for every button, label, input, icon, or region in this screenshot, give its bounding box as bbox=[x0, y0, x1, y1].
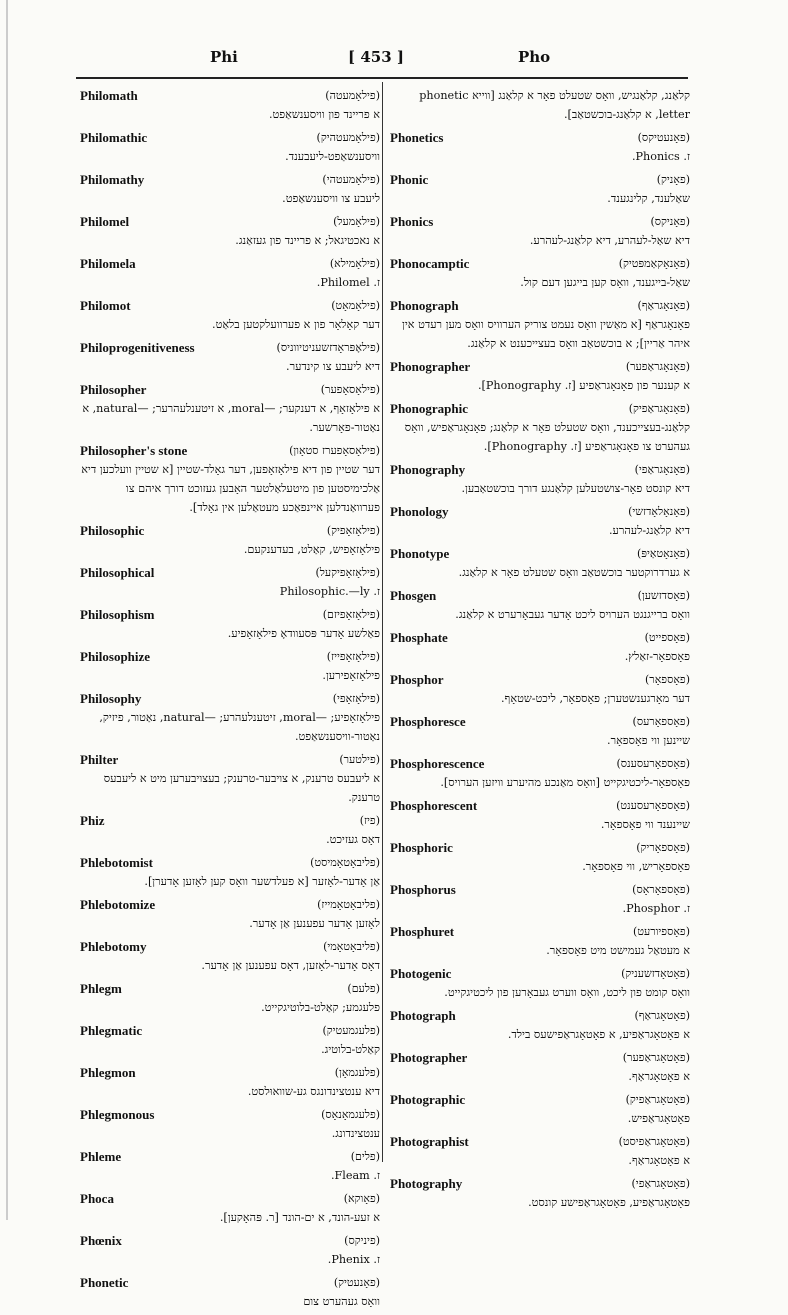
entry-headword: Phonograph bbox=[390, 298, 459, 313]
dictionary-entry bbox=[390, 460, 690, 498]
entry-headword: Philosopher bbox=[80, 382, 147, 397]
entry-definition: דיא קלאַנג-לעהרע. bbox=[608, 524, 690, 537]
entry-pronunciation: (פליבאָטאָמי) bbox=[323, 940, 380, 953]
entry-head bbox=[390, 254, 690, 273]
entry-head bbox=[80, 441, 380, 460]
entry-pronunciation: (פילאָמעל) bbox=[333, 215, 380, 228]
entry-headword: Photogenic bbox=[390, 966, 452, 981]
entry-pronunciation: (פילאָמעטה) bbox=[325, 89, 380, 102]
entry-headword: Philomath bbox=[80, 88, 138, 103]
header-guide-word-left: Phi bbox=[210, 48, 238, 66]
entry-pronunciation: (פילאָמעטהי) bbox=[322, 173, 380, 186]
entry-head bbox=[80, 1147, 380, 1166]
entry-pronunciation: (פאָספאָר) bbox=[645, 673, 690, 686]
entry-definition: דיא קונסט פאָר-צושטעלען קלאַנגע דורך בוכשטאַבען. bbox=[461, 482, 690, 495]
entry-headword: Philomathic bbox=[80, 130, 148, 145]
entry-head bbox=[80, 605, 380, 624]
left-column bbox=[80, 86, 380, 1315]
entry-pronunciation: (פילאָזאָפיק) bbox=[326, 524, 380, 537]
entry-head bbox=[390, 399, 690, 418]
entry-definition: לאָזען אָדער עפענען אַן אָדער. bbox=[249, 917, 380, 930]
entry-definition: שיינענד ווי פאָספאָר. bbox=[600, 818, 690, 831]
dictionary-entry bbox=[80, 1021, 380, 1059]
dictionary-entry bbox=[390, 754, 690, 792]
entry-pronunciation: (פילאָמאָט) bbox=[331, 299, 380, 312]
entry-definition: דיא ליעבע צו קינדער. bbox=[286, 360, 380, 373]
entry-headword: Phlebotomize bbox=[80, 897, 156, 912]
entry-headword: Phosphate bbox=[390, 630, 448, 645]
dictionary-entry bbox=[80, 296, 380, 334]
dictionary-entry bbox=[80, 1273, 380, 1311]
entry-definition: פילאָזאָפיע; —moral, זיטענלעהרע; —natural, נאַטור, פיזיק, נאַטור-וויסענשאַפט. bbox=[99, 711, 380, 743]
entry-pronunciation: (פאָנעטיקס) bbox=[637, 131, 690, 144]
entry-head bbox=[390, 128, 690, 147]
dictionary-entry bbox=[390, 922, 690, 960]
entry-headword: Phiz bbox=[80, 813, 105, 828]
entry-pronunciation: (פאָנאָטאַיפּ) bbox=[636, 547, 690, 560]
entry-head bbox=[80, 521, 380, 540]
entry-head bbox=[80, 811, 380, 830]
entry-definition: דער קאָלאָר פון א פערוועלקטען בלאַט. bbox=[212, 318, 380, 331]
dictionary-entry bbox=[80, 1189, 380, 1227]
entry-pronunciation: (פאָנאָגראַף) bbox=[637, 299, 690, 312]
entry-head bbox=[390, 586, 690, 605]
dictionary-entry bbox=[80, 895, 380, 933]
dictionary-entry bbox=[390, 1132, 690, 1170]
entry-pronunciation: (פילטער) bbox=[339, 753, 380, 766]
entry-headword: Phosphorus bbox=[390, 882, 456, 897]
entry-headword: Philomela bbox=[80, 256, 136, 271]
entry-definition: א פאָטאָגראַף. bbox=[628, 1070, 690, 1083]
entry-pronunciation: (פילאָמילא) bbox=[329, 257, 380, 270]
dictionary-entry bbox=[390, 502, 690, 540]
entry-head bbox=[80, 689, 380, 708]
entry-headword: Philomot bbox=[80, 298, 131, 313]
entry-definition: ז. Phosphor. bbox=[622, 902, 690, 915]
dictionary-entry bbox=[80, 979, 380, 1017]
dictionary-entry bbox=[80, 937, 380, 975]
entry-headword: Phlebotomist bbox=[80, 855, 153, 870]
entry-definition: א קענער פון פאָנאָגראַפיע [ז. Phonography]. bbox=[477, 379, 690, 392]
page-header bbox=[70, 44, 690, 74]
entry-head bbox=[80, 937, 380, 956]
entry-head bbox=[80, 1021, 380, 1040]
entry-definition: דאָס געזיכט. bbox=[326, 833, 380, 846]
entry-definition: א פאָטאָגראַף. bbox=[628, 1154, 690, 1167]
entry-head bbox=[390, 357, 690, 376]
entry-definition: פאָספאָר-זאַלץ. bbox=[624, 650, 690, 663]
dictionary-entry bbox=[390, 712, 690, 750]
dictionary-entry bbox=[390, 586, 690, 624]
entry-headword: Phlebotomy bbox=[80, 939, 147, 954]
entry-headword: Phlegmatic bbox=[80, 1023, 143, 1038]
entry-pronunciation: (פאָנאָגראַפי) bbox=[634, 463, 690, 476]
entry-head bbox=[390, 170, 690, 189]
entry-definition: א ליעבעס טרענק, א צויבער-טרענק; בעצויבערען מיט א ליעבעס טרענק. bbox=[103, 772, 380, 804]
right-column bbox=[390, 86, 690, 1216]
entry-definition: ליעבע צו וויסענשאַפט. bbox=[282, 192, 380, 205]
entry-definition: פלעגמע; קאַלט-בלוטיגקייט. bbox=[261, 1001, 380, 1014]
entry-head bbox=[80, 170, 380, 189]
entry-head bbox=[390, 922, 690, 941]
entry-headword: Photographist bbox=[390, 1134, 469, 1149]
entry-headword: Philosophize bbox=[80, 649, 151, 664]
entry-definition: פאַלשע אָדער פּסעוודאָ פילאָזאָפיע. bbox=[227, 627, 380, 640]
dictionary-entry bbox=[80, 1147, 380, 1185]
entry-pronunciation: (פאָספאָראָס) bbox=[632, 883, 690, 896]
entry-headword: Photography bbox=[390, 1176, 463, 1191]
entry-pronunciation: (פילאָמעטהיק) bbox=[316, 131, 380, 144]
entry-definition: שיינען ווי פאָספאָר. bbox=[607, 734, 690, 747]
entry-headword: Phosphorescent bbox=[390, 798, 478, 813]
entry-pronunciation: (פילאָזאָפיקעל) bbox=[315, 566, 380, 579]
entry-pronunciation: (פאָטאָגראַף) bbox=[634, 1009, 690, 1022]
entry-definition: וואָס ברייגנגט הערויס ליכט אָדער געבאָרערט א קלאַנג. bbox=[455, 608, 690, 621]
dictionary-entry bbox=[80, 563, 380, 601]
entry-head bbox=[390, 296, 690, 315]
entry-definition: פאָטאָגראַפיש. bbox=[627, 1112, 690, 1125]
entry-pronunciation: (פאָנאָלאָדזשי) bbox=[628, 505, 690, 518]
entry-definition: אַן אָדער-לאָזער [א פעלדשער וואָס קען לאָזען אָדערן]. bbox=[144, 875, 380, 888]
entry-pronunciation: (פאָספייט) bbox=[644, 631, 690, 644]
entry-pronunciation: (פלעגמעטיק) bbox=[322, 1024, 380, 1037]
entry-definition: ענטצינדונג. bbox=[331, 1127, 380, 1140]
entry-pronunciation: (פאָספיורעט) bbox=[633, 925, 690, 938]
entry-head bbox=[390, 1174, 690, 1193]
dictionary-entry bbox=[80, 605, 380, 643]
dictionary-entry bbox=[80, 1105, 380, 1143]
entry-head bbox=[390, 544, 690, 563]
entry-headword: Phonographer bbox=[390, 359, 471, 374]
entry-definition: פאָטאָגראַפיע, פאָטאָגראַפישע קונסט. bbox=[528, 1196, 690, 1209]
entry-headword: Phosgen bbox=[390, 588, 437, 603]
entry-definition: א גערדרוקטער בוכשטאַב וואָס שטעלט פאָר א קלאַנג. bbox=[458, 566, 690, 579]
entry-headword: Phonocamptic bbox=[390, 256, 470, 271]
dictionary-entry bbox=[390, 544, 690, 582]
dictionary-entry bbox=[80, 853, 380, 891]
entry-definition: פילאָזאָפירען. bbox=[322, 669, 380, 682]
dictionary-entry bbox=[390, 1090, 690, 1128]
entry-headword: Phosphor bbox=[390, 672, 444, 687]
entry-definition: א נאכטיגאל; א פריינד פון געזאַנג. bbox=[235, 234, 380, 247]
entry-definition: פאָנאָגראַף [א מאַשין וואָס נעמט צוריק הערוויס וואָס מען רעדט אין איהר אַריין]; א בוכשטאַב וואָס בעצייכענט א קלאַנג. bbox=[402, 318, 690, 350]
entry-definition: פאָספאָריש, ווי פאָספאָר. bbox=[582, 860, 690, 873]
dictionary-entry bbox=[390, 1048, 690, 1086]
entry-headword: Phleme bbox=[80, 1149, 122, 1164]
entry-headword: Philter bbox=[80, 752, 119, 767]
entry-headword: Phonetic bbox=[80, 1275, 129, 1290]
dictionary-entry bbox=[80, 254, 380, 292]
entry-head bbox=[80, 563, 380, 582]
dictionary-entry bbox=[80, 1063, 380, 1101]
entry-pronunciation: (פליבאָטאָמייז) bbox=[317, 898, 380, 911]
entry-definition: א מעטאַל געמישט מיט פאָספאָר. bbox=[546, 944, 690, 957]
entry-pronunciation: (פאָטאָגראַפער) bbox=[622, 1051, 690, 1064]
entry-head bbox=[80, 1231, 380, 1250]
entry-pronunciation: (פאָטאָדזשעניק) bbox=[621, 967, 690, 980]
dictionary-entry bbox=[390, 128, 690, 166]
dictionary-entry bbox=[390, 399, 690, 456]
entry-pronunciation: (פאָטאָגראַפיסט) bbox=[618, 1135, 690, 1148]
entry-head bbox=[390, 1006, 690, 1025]
header-rule bbox=[76, 77, 688, 79]
entry-definition: ז. Philomel. bbox=[316, 276, 380, 289]
entry-pronunciation: (פאָנאָגראַפער) bbox=[625, 360, 690, 373]
entry-headword: Phlegm bbox=[80, 981, 122, 996]
entry-head bbox=[80, 212, 380, 231]
entry-headword: Philomathy bbox=[80, 172, 145, 187]
entry-headword: Philomel bbox=[80, 214, 130, 229]
entry-definition: ז. Philosophic.—ly bbox=[279, 585, 380, 598]
entry-pronunciation: (פילאָסאָפערז סטאָון) bbox=[289, 444, 380, 457]
dictionary-entry bbox=[390, 86, 690, 124]
entry-head bbox=[390, 754, 690, 773]
dictionary-entry bbox=[80, 750, 380, 807]
entry-head bbox=[80, 338, 380, 357]
entry-headword: Phlegmon bbox=[80, 1065, 136, 1080]
entry-headword: Phonics bbox=[390, 214, 434, 229]
entry-head bbox=[80, 296, 380, 315]
entry-pronunciation: (פאָנעטיק) bbox=[333, 1276, 380, 1289]
entry-definition: א פריינד פון וויסענשאַפט. bbox=[268, 108, 380, 121]
entry-pronunciation: (פילאָזאָפי) bbox=[332, 692, 380, 705]
entry-headword: Phœnix bbox=[80, 1233, 122, 1248]
entry-definition: דאָס אָדער-לאָזען, דאָס עפענען אַן אָדער. bbox=[201, 959, 380, 972]
entry-definition: קאַלט-בלוטיג. bbox=[321, 1043, 380, 1056]
entry-definition: דער שטיין פון דיא פילאָזאָפען, דער גאָלד-שטיין [א שטיין וועלכען דיא אַלכימיסטען פון מיטעלאַלטער האָבען געזוכט דורך איהם צו פערוואַנדלען איינפאַכע מעטאַלען אין גאָלד]. bbox=[81, 463, 380, 514]
entry-definition: שאַלענד, קלינגענד. bbox=[607, 192, 690, 205]
entry-headword: Phonetics bbox=[390, 130, 444, 145]
entry-pronunciation: (פיז) bbox=[359, 814, 380, 827]
entry-definition: קלאַנג, קלאַנגיש, וואָס שטעלט פאָר א קלאַנג [ווייא phonetic letter, א קלאַנג-בוכשטאַב]. bbox=[419, 89, 690, 121]
dictionary-entry bbox=[80, 170, 380, 208]
entry-definition: קלאַנג-בעצייכענד, וואָס שטעלט פאָר א קלאַנג; פאָנאָגראַפיש, וואָס געהערט צו פאָנאָגראַפיע [ז. Phonography]. bbox=[404, 421, 690, 453]
entry-pronunciation: (פאָניק) bbox=[656, 173, 690, 186]
dictionary-entry bbox=[80, 689, 380, 746]
dictionary-entry bbox=[80, 647, 380, 685]
entry-definition: דיא ענטצינדונגס גע-שוואוּלסט. bbox=[247, 1085, 380, 1098]
entry-definition: א פילאָזאָף, א דענקער; —moral, א זיטענלעהרער; —natural, א נאַטור-פאָרשער. bbox=[82, 402, 380, 434]
entry-head bbox=[80, 1189, 380, 1208]
entry-headword: Phoca bbox=[80, 1191, 114, 1206]
entry-definition: ז. Phenix. bbox=[327, 1253, 380, 1266]
dictionary-entry bbox=[80, 521, 380, 559]
entry-head bbox=[80, 86, 380, 105]
entry-pronunciation: (פלים) bbox=[350, 1150, 380, 1163]
entry-pronunciation: (פילאָפּראָדזשעניטיווניס) bbox=[276, 341, 380, 354]
entry-head bbox=[390, 628, 690, 647]
entry-head bbox=[390, 1090, 690, 1109]
entry-pronunciation: (פלעם) bbox=[347, 982, 380, 995]
dictionary-entry bbox=[390, 296, 690, 353]
dictionary-entry bbox=[390, 170, 690, 208]
entry-pronunciation: (פילאָזאָפייז) bbox=[326, 650, 380, 663]
entry-pronunciation: (פאָספאָרעסענט) bbox=[616, 799, 690, 812]
dictionary-entry bbox=[80, 441, 380, 517]
entry-head bbox=[390, 1048, 690, 1067]
entry-definition: וויסענשאַפט-ליעבענד. bbox=[285, 150, 380, 163]
entry-headword: Phonotype bbox=[390, 546, 450, 561]
entry-pronunciation: (פאָנאָקאַמפּטיק) bbox=[618, 257, 690, 270]
header-guide-word-right: Pho bbox=[518, 48, 551, 66]
entry-head bbox=[80, 853, 380, 872]
entry-head bbox=[80, 1273, 380, 1292]
entry-pronunciation: (פלעגמאָן) bbox=[334, 1066, 380, 1079]
dictionary-entry bbox=[80, 338, 380, 376]
entry-pronunciation: (פאָוקא) bbox=[343, 1192, 380, 1205]
entry-head bbox=[390, 796, 690, 815]
entry-pronunciation: (פאָטאָגראַפיק) bbox=[625, 1093, 690, 1106]
entry-headword: Phosphoric bbox=[390, 840, 453, 855]
dictionary-entry bbox=[390, 880, 690, 918]
entry-head bbox=[390, 670, 690, 689]
dictionary-entry bbox=[390, 357, 690, 395]
entry-head bbox=[80, 254, 380, 273]
page-edge-shadow bbox=[6, 0, 8, 1220]
entry-head bbox=[80, 380, 380, 399]
entry-headword: Phlegmonous bbox=[80, 1107, 155, 1122]
column-divider bbox=[382, 82, 383, 1162]
entry-pronunciation: (פאָספאָרעס) bbox=[632, 715, 690, 728]
entry-headword: Philosopher's stone bbox=[80, 443, 188, 458]
dictionary-entry bbox=[80, 811, 380, 849]
entry-head bbox=[390, 212, 690, 231]
entry-definition: דער מאָרגענשטערן; פאָספאָר, ליכט-שטאָף. bbox=[501, 692, 690, 705]
entry-definition: ז. Phonics. bbox=[631, 150, 690, 163]
entry-head bbox=[80, 1105, 380, 1124]
entry-pronunciation: (פאָספאָריק) bbox=[636, 841, 690, 854]
entry-headword: Photograph bbox=[390, 1008, 456, 1023]
entry-headword: Phonology bbox=[390, 504, 449, 519]
entry-headword: Photographic bbox=[390, 1092, 466, 1107]
entry-headword: Phosphoresce bbox=[390, 714, 466, 729]
entry-definition: ז. Fleam. bbox=[330, 1169, 380, 1182]
entry-pronunciation: (פאָנאָגראַפיק) bbox=[628, 402, 690, 415]
entry-headword: Philosophic bbox=[80, 523, 145, 538]
entry-head bbox=[390, 1132, 690, 1151]
entry-head bbox=[390, 460, 690, 479]
dictionary-entry bbox=[390, 964, 690, 1002]
entry-headword: Phosphorescence bbox=[390, 756, 485, 771]
entry-head bbox=[390, 838, 690, 857]
entry-head bbox=[390, 964, 690, 983]
entry-pronunciation: (פיניקס) bbox=[344, 1234, 380, 1247]
entry-headword: Phonographic bbox=[390, 401, 469, 416]
dictionary-entry bbox=[80, 212, 380, 250]
entry-pronunciation: (פילאָזאָפיזם) bbox=[322, 608, 380, 621]
entry-definition: וואָס געהערט צום bbox=[303, 1295, 380, 1308]
entry-pronunciation: (פילאָסאָפער) bbox=[320, 383, 380, 396]
entry-head bbox=[80, 895, 380, 914]
entry-pronunciation: (פלעגמאָנאָס) bbox=[321, 1108, 380, 1121]
dictionary-entry bbox=[80, 128, 380, 166]
dictionary-entry bbox=[390, 254, 690, 292]
dictionary-entry bbox=[80, 86, 380, 124]
entry-headword: Philosophism bbox=[80, 607, 155, 622]
entry-headword: Photographer bbox=[390, 1050, 468, 1065]
header-page-number: [ 453 ] bbox=[348, 48, 404, 66]
entry-headword: Philoprogenitiveness bbox=[80, 340, 195, 355]
dictionary-entry bbox=[390, 1174, 690, 1212]
entry-pronunciation: (פאָטאָגראַפי) bbox=[631, 1177, 690, 1190]
entry-pronunciation: (פאָניקס) bbox=[650, 215, 690, 228]
dictionary-entry bbox=[390, 796, 690, 834]
entry-headword: Phonic bbox=[390, 172, 429, 187]
entry-head bbox=[80, 1063, 380, 1082]
entry-definition: שאַל-בייגענד, וואָס קען בייגען דעם קול. bbox=[520, 276, 690, 289]
entry-head bbox=[80, 750, 380, 769]
dictionary-entry bbox=[390, 1006, 690, 1044]
entry-headword: Phonography bbox=[390, 462, 466, 477]
dictionary-entry bbox=[390, 670, 690, 708]
entry-definition: וואָס קומט פון ליכט, וואָס ווערט געבאָרען פון ליכטיגקייט. bbox=[444, 986, 690, 999]
dictionary-entry bbox=[390, 628, 690, 666]
entry-pronunciation: (פאָסדזשען) bbox=[637, 589, 690, 602]
entry-pronunciation: (פאָספאָרעסענס) bbox=[616, 757, 690, 770]
entry-headword: Philosophical bbox=[80, 565, 155, 580]
entry-head bbox=[80, 128, 380, 147]
entry-definition: פילאָזאָפיש, קאַלט, בעדענקעם. bbox=[243, 543, 380, 556]
entry-headword: Philosophy bbox=[80, 691, 142, 706]
entry-head bbox=[390, 712, 690, 731]
entry-head bbox=[390, 502, 690, 521]
entry-head bbox=[80, 647, 380, 666]
entry-pronunciation: (פליבאָטאָמיסט) bbox=[310, 856, 380, 869]
entry-definition: דיא שאַל-לעהרע, דיא קלאַנג-לעהרע. bbox=[529, 234, 690, 247]
entry-definition: פאָספאָר-ליכטיגקייט [וואָס מאַנכע מהיערע וויזען הערויס]. bbox=[440, 776, 690, 789]
dictionary-entry bbox=[390, 212, 690, 250]
entry-head bbox=[390, 880, 690, 899]
entry-headword: Phosphuret bbox=[390, 924, 455, 939]
dictionary-entry bbox=[80, 1231, 380, 1269]
entry-definition: א פאָטאָגראַפיע, א פאָטאָגראַפישעס בילד. bbox=[507, 1028, 690, 1041]
entry-head bbox=[80, 979, 380, 998]
dictionary-entry bbox=[390, 838, 690, 876]
entry-definition: א זעע-הונד, א ים-הונד [ר. פּהאָקען]. bbox=[219, 1211, 380, 1224]
dictionary-entry bbox=[80, 380, 380, 437]
